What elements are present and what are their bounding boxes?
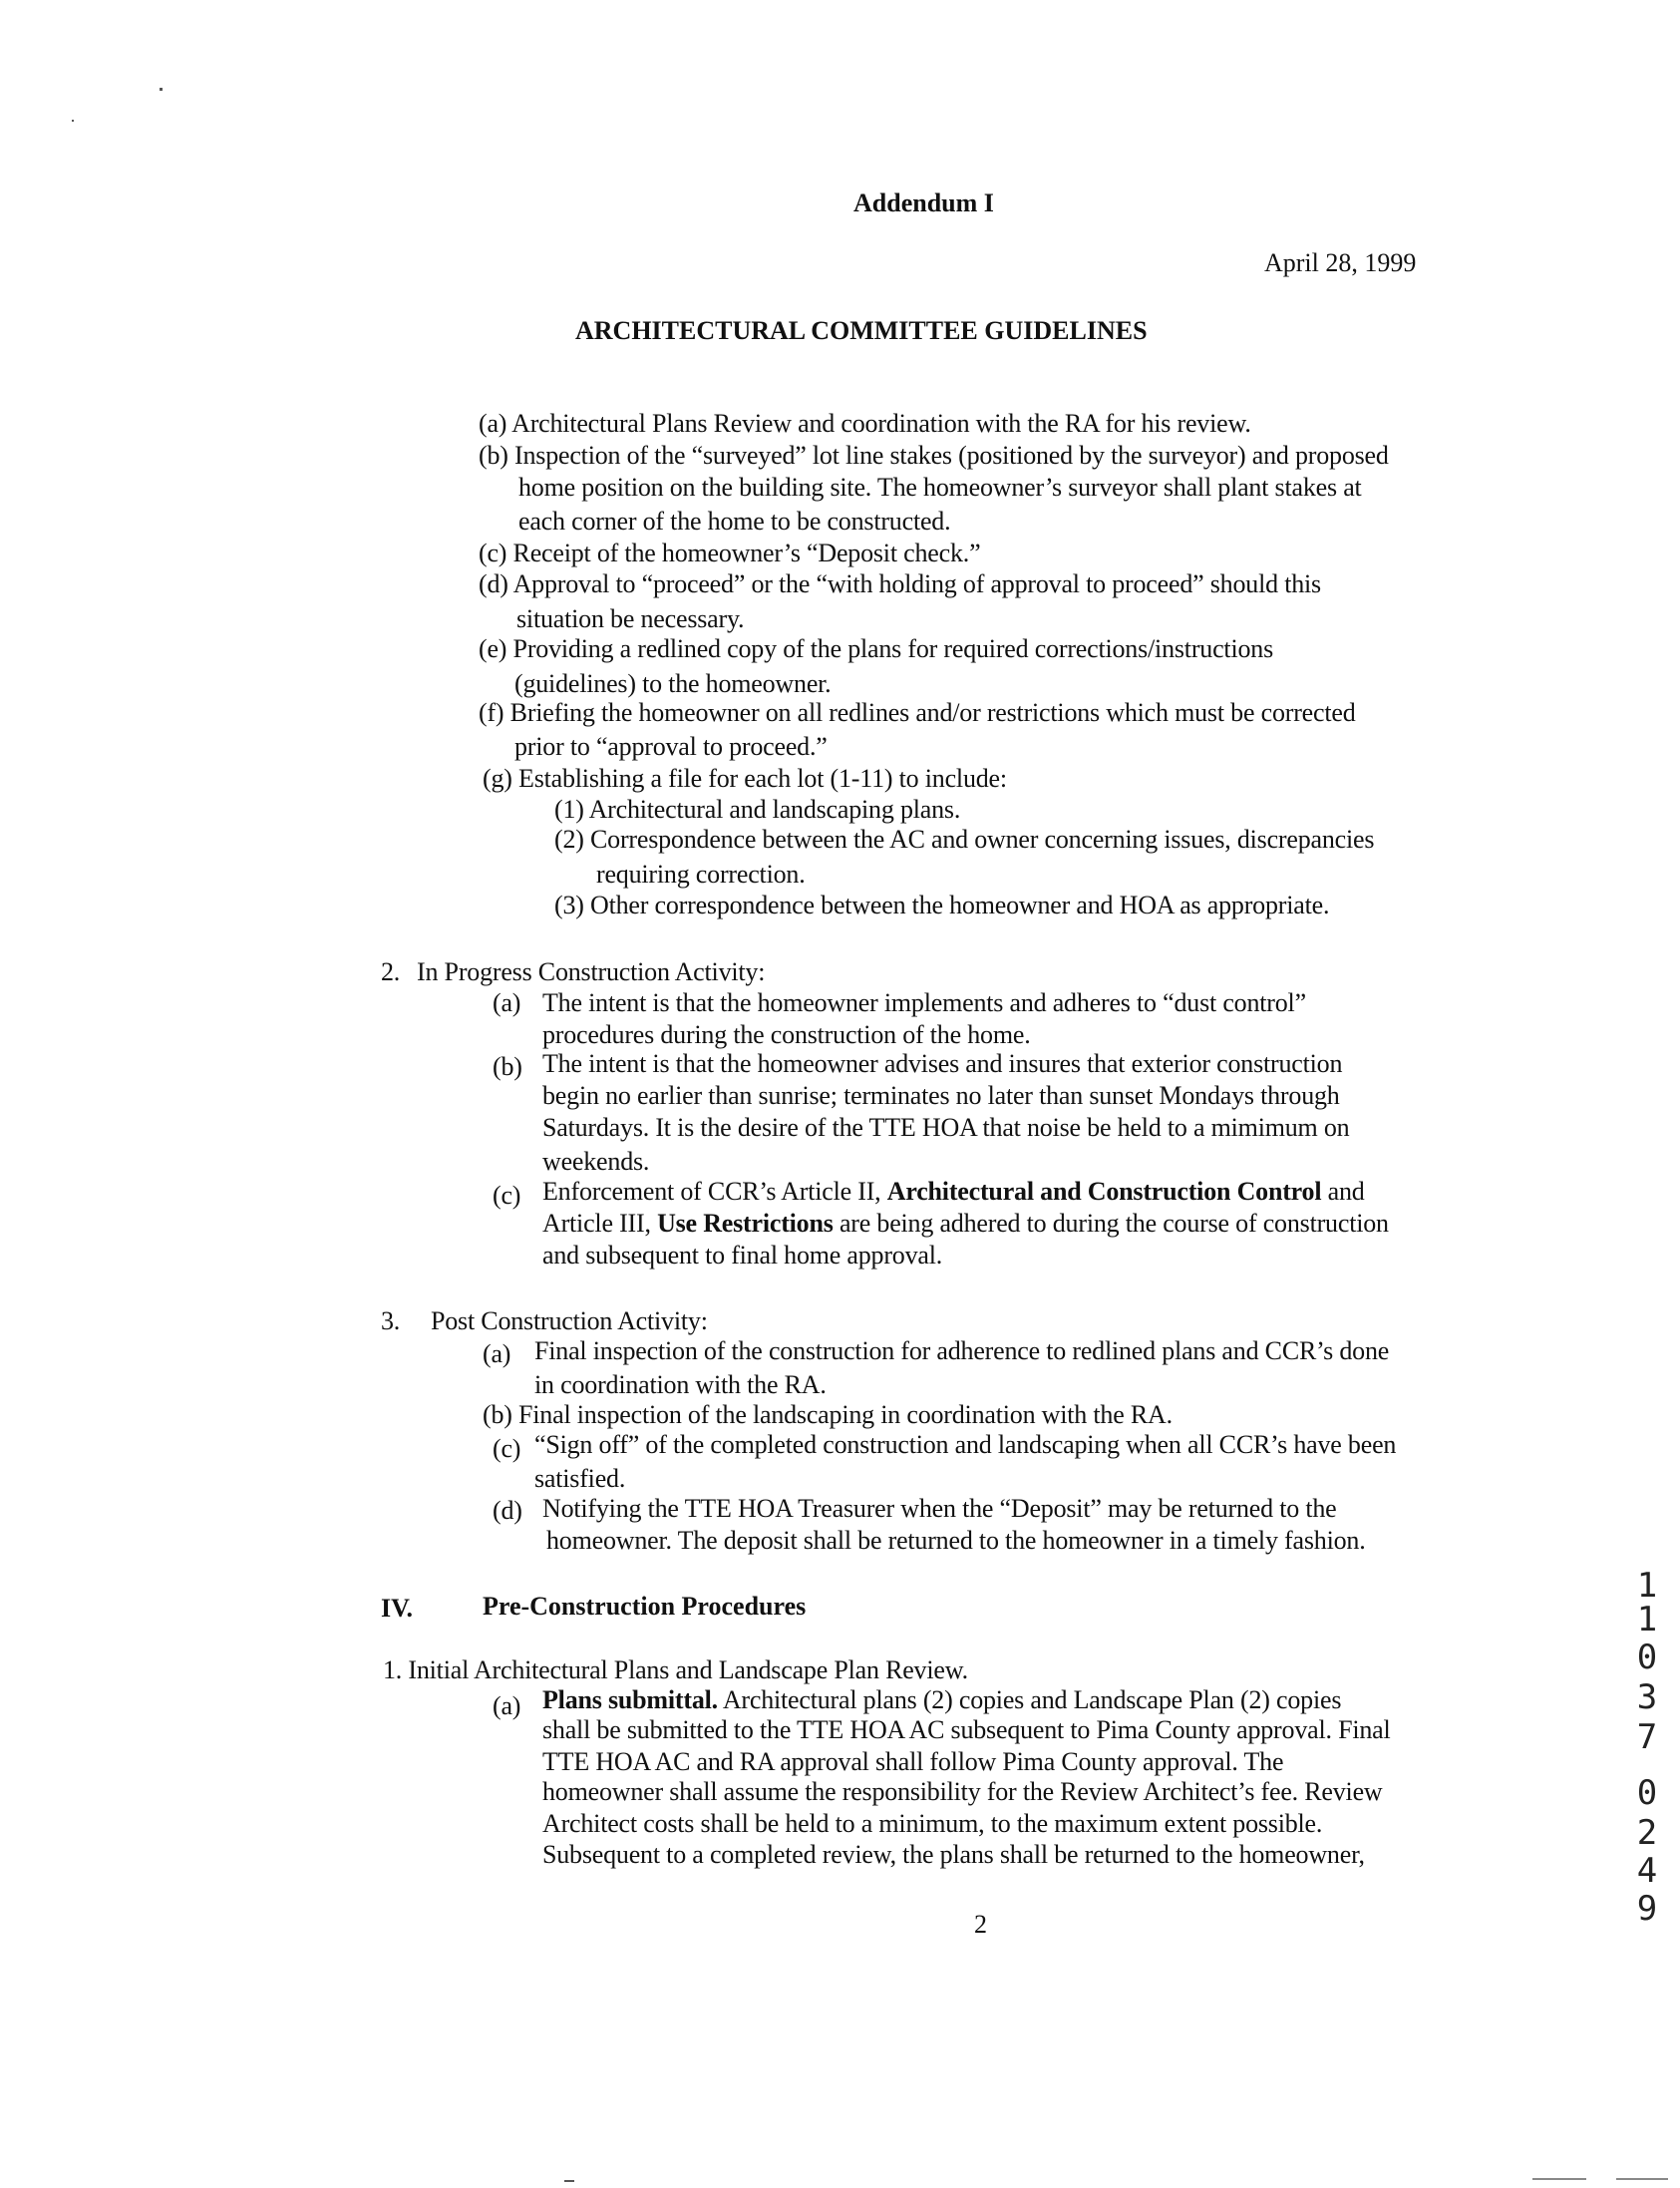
section-2-c-text-pre: Article III, [542, 1209, 658, 1238]
section-2-c-bold: Use Restrictions [657, 1209, 834, 1238]
section-2-b-text: weekends. [542, 1147, 650, 1176]
list-item-d: (d) Approval to “proceed” or the “with holding of approval to proceed” should this [479, 569, 1321, 598]
section-iv-a-text: Architect costs shall be held to a minimum, to the maximum extent possible. [542, 1809, 1323, 1838]
stamp-digit: 1 [1636, 1600, 1658, 1640]
main-title: ARCHITECTURAL COMMITTEE GUIDELINES [575, 316, 1148, 345]
section-3-b-text: (b) Final inspection of the landscaping in coordination with the RA. [483, 1400, 1173, 1429]
list-item-f-cont: prior to “approval to proceed.” [514, 732, 828, 761]
section-2-c-text [542, 1177, 1365, 1207]
section-2-c-bold: Architectural and Construction Control [886, 1177, 1322, 1206]
section-2-c-text-post: are being adhered to during the course of construction [833, 1209, 1389, 1238]
section-2-a-label: (a) [493, 988, 521, 1017]
stamp-digit: 0 [1636, 1773, 1658, 1813]
list-item-f: (f) Briefing the homeowner on all redlines and/or restrictions which must be corrected [479, 698, 1356, 727]
section-iv-a-text [542, 1685, 1341, 1715]
section-2-c-text-post: and [1321, 1177, 1365, 1206]
sublist-item-1: (1) Architectural and landscaping plans. [554, 795, 961, 824]
scan-speck [160, 88, 163, 91]
section-iv-heading: Pre-Construction Procedures [483, 1592, 807, 1621]
section-2-b-text: begin no earlier than sunrise; terminates no later than sunset Mondays through [542, 1081, 1340, 1110]
stamp-digit: 7 [1636, 1717, 1658, 1757]
section-2-c-text-pre: Enforcement of CCR’s Article II, [542, 1177, 887, 1206]
scan-edge-line [1532, 2178, 1586, 2180]
list-item-b-cont: each corner of the home to be constructed. [518, 507, 951, 536]
list-item-e-cont: (guidelines) to the homeowner. [514, 669, 832, 698]
plans-submittal-bold: Plans submittal. [542, 1685, 718, 1714]
section-iv-a-text: homeowner shall assume the responsibility for the Review Architect’s fee. Review [542, 1777, 1383, 1806]
scan-speck [72, 120, 74, 122]
stamp-digit: 2 [1636, 1813, 1658, 1853]
addendum-title: Addendum I [853, 188, 994, 217]
section-2-a-text: procedures during the construction of the home. [542, 1020, 1031, 1049]
section-iv-number: IV. [381, 1594, 414, 1623]
list-item-d-cont: situation be necessary. [516, 604, 745, 633]
section-3-c-text: “Sign off” of the completed construction and landscaping when all CCR’s have been [534, 1430, 1397, 1459]
section-3-d-text: homeowner. The deposit shall be returned to the homeowner in a timely fashion. [546, 1526, 1366, 1555]
list-item-e: (e) Providing a redlined copy of the plans for required corrections/instructions [479, 634, 1273, 663]
scan-edge-line [1616, 2178, 1668, 2180]
section-2-b-text: The intent is that the homeowner advises and insures that exterior construction [542, 1049, 1343, 1078]
section-2-c-label: (c) [493, 1181, 521, 1210]
section-2-b-label: (b) [493, 1052, 522, 1081]
section-3-d-text: Notifying the TTE HOA Treasurer when the “Deposit” may be returned to the [542, 1494, 1337, 1523]
section-iv-a-text: shall be submitted to the TTE HOA AC subsequent to Pima County approval. Final [542, 1715, 1391, 1744]
section-3-c-text: satisfied. [534, 1464, 626, 1493]
scan-speck [564, 2180, 574, 2182]
section-2-b-text: Saturdays. It is the desire of the TTE HOA that noise be held to a mimimum on [542, 1113, 1350, 1142]
list-item-b-cont: home position on the building site. The homeowner’s surveyor shall plant stakes at [518, 473, 1362, 502]
section-iv-a-text: Subsequent to a completed review, the plans shall be returned to the homeowner, [542, 1840, 1365, 1869]
section-3-heading: Post Construction Activity: [431, 1306, 708, 1335]
section-2-c-text [542, 1209, 1389, 1239]
list-item-g: (g) Establishing a file for each lot (1-11) to include: [483, 764, 1007, 793]
section-3-d-label: (d) [493, 1496, 522, 1525]
section-iv-a-text: TTE HOA AC and RA approval shall follow Pima County approval. The [542, 1747, 1284, 1776]
section-3-a-text: in coordination with the RA. [534, 1370, 827, 1399]
stamp-digit: 0 [1636, 1638, 1658, 1677]
section-2-heading: In Progress Construction Activity: [417, 957, 766, 986]
section-3-a-label: (a) [483, 1339, 511, 1368]
section-iv-a-label: (a) [493, 1691, 521, 1720]
sublist-item-2: (2) Correspondence between the AC and owner concerning issues, discrepancies [554, 825, 1375, 854]
section-3-c-label: (c) [493, 1434, 521, 1463]
stamp-digit: 9 [1636, 1889, 1658, 1929]
document-date: April 28, 1999 [1264, 248, 1417, 277]
list-item-a: (a) Architectural Plans Review and coordination with the RA for his review. [479, 409, 1251, 438]
list-item-c: (c) Receipt of the homeowner’s “Deposit check.” [479, 539, 981, 567]
section-3-a-text: Final inspection of the construction for adherence to redlined plans and CCR’s done [534, 1336, 1390, 1365]
sublist-item-3: (3) Other correspondence between the homeowner and HOA as appropriate. [554, 891, 1330, 919]
list-item-b: (b) Inspection of the “surveyed” lot line stakes (positioned by the surveyor) and proposed [479, 441, 1389, 470]
section-3-number: 3. [381, 1306, 401, 1335]
stamp-digit: 4 [1636, 1851, 1658, 1891]
section-2-a-text: The intent is that the homeowner implements and adheres to “dust control” [542, 988, 1306, 1017]
section-iv-item-1: 1. Initial Architectural Plans and Landscape Plan Review. [383, 1655, 968, 1684]
section-2-c-text: and subsequent to final home approval. [542, 1241, 943, 1270]
stamp-digit: 3 [1636, 1677, 1658, 1717]
page-number: 2 [974, 1910, 987, 1939]
sublist-item-2-cont: requiring correction. [596, 860, 806, 889]
section-2-number: 2. [381, 957, 401, 986]
stamp-digit: 1 [1636, 1566, 1658, 1606]
section-iv-a-text-rest: Architectural plans (2) copies and Landscape Plan (2) copies [717, 1685, 1342, 1714]
